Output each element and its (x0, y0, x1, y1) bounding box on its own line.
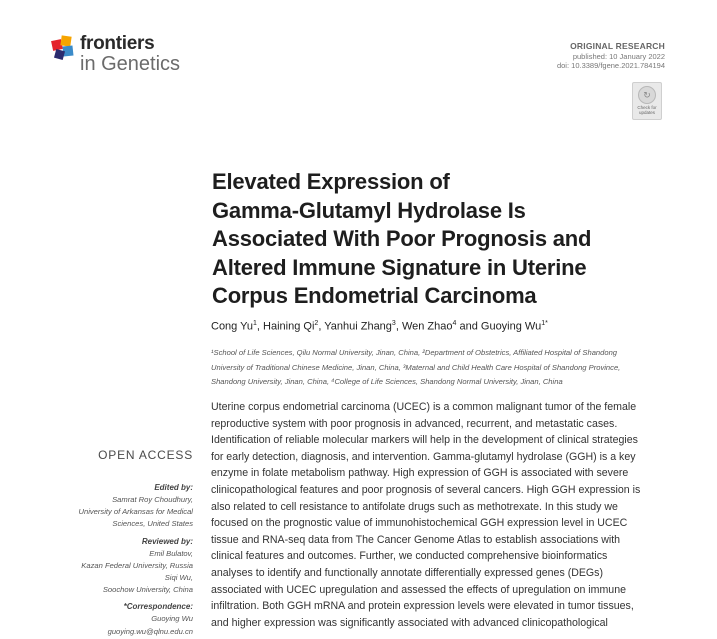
abstract-line: associated with UCEC upregulation and assessed the effects of upregulation on immune (211, 583, 626, 596)
abstract-line: Identification of reliable molecular markers will help in the development of clinical strategies (211, 434, 638, 447)
editor-line: University of Arkansas for Medical (78, 507, 193, 517)
abstract-line: Uterine corpus endometrial carcinoma (UCEC) is a common malignant tumor of the female (211, 401, 637, 413)
edited-by-label: Edited by: (154, 483, 193, 492)
author-name[interactable]: Cong Yu (211, 320, 254, 333)
check-updates-label: Check for updates (637, 105, 657, 115)
author-name[interactable]: Yanhui Zhang (324, 320, 392, 333)
reviewer-line: Emil Bulatov, (149, 548, 193, 558)
title-line: Associated With Poor Prognosis and (212, 226, 592, 251)
abstract-line: clinicopathological features and poor prognosis of several cancers. High GGH expression is (211, 483, 641, 496)
author-affiliation-mark: 4 (452, 320, 457, 327)
check-for-updates-button[interactable] (632, 82, 662, 120)
abstract-line: tissue and RNA-seq data from The Cancer Genome Atlas to establish associations with (211, 533, 621, 546)
abstract-line: for early detection, diagnosis, and intervention. Gamma-glutamyl hydrolase (GGH) is a key (211, 450, 636, 463)
abstract-line: also related to cell resistance to antifolate drugs such as methotrexate. In this study we (211, 500, 618, 513)
article-sidebar (78, 448, 193, 638)
check-updates-icon: ↻ (638, 86, 656, 104)
correspondence-block (78, 613, 193, 637)
title-line: Elevated Expression of (212, 169, 450, 194)
abstract-line: reproductive system with poor prognosis in advanced, recurrent, and metastatic cases. (211, 417, 618, 430)
author-affiliation-mark: 1* (541, 320, 548, 327)
abstract-line: analyses to identify and functionally annotate differentially expressed genes (DEGs) (211, 566, 603, 579)
frontiers-logo-icon (52, 36, 76, 60)
affiliation-line: ¹School of Life Sciences, Qilu Normal University, Jinan, China, ²Department of Obstetrics, Affiliated Hospital of Shandong (211, 348, 618, 357)
author-name[interactable]: Haining Qi (263, 320, 315, 333)
correspondence-label: *Correspondence: (123, 602, 193, 612)
abstract-line: clinical features and outcomes. Further, we conducted comprehensive bioinformatics (211, 550, 608, 563)
title-line: Gamma-Glutamyl Hydrolase Is (212, 197, 526, 223)
article-type: ORIGINAL RESEARCH (570, 41, 665, 51)
journal-name: in Genetics (80, 53, 181, 75)
journal-logo[interactable] (52, 34, 180, 74)
author-affiliation-mark: 3 (391, 320, 396, 327)
title-line: Altered Immune Signature in Uterine (212, 254, 587, 280)
author-separator: , (256, 320, 264, 333)
reviewer-line: Siqi Wu, (164, 573, 193, 583)
author-affiliation-mark: 2 (314, 320, 319, 327)
logo-text (80, 34, 180, 74)
reviewer-line: Kazan Federal University, Russia (81, 560, 193, 570)
reviewer-line: Soochow University, China (102, 585, 193, 595)
correspondence-line: guoying.wu@qlnu.edu.cn (107, 626, 193, 636)
editor-line: Samrat Roy Choudhury, (112, 495, 193, 504)
abstract-line: enzyme in folate metabolism pathway. High expression of GGH is associated with severe (211, 467, 629, 480)
abstract (211, 399, 685, 631)
title-line: Corpus Endometrial Carcinoma (212, 283, 537, 308)
author-list (211, 320, 548, 333)
affiliation-line: University of Traditional Chinese Medicine, Jinan, China, ³Maternal and Child Health Care Hospital of Shandong Province, (211, 362, 621, 372)
author-separator: , (395, 320, 402, 333)
article-title (212, 168, 682, 311)
abstract-line: and higher expression was significantly associated with advanced clinicopathological (211, 616, 608, 629)
author-separator: and (456, 320, 481, 333)
author-name[interactable]: Wen Zhao (401, 320, 453, 333)
affiliation-line: Shandong University, Jinan, China, ⁴College of Life Sciences, Shandong Normal University, Jinan, China (211, 377, 563, 386)
brand-name: frontiers (80, 33, 155, 54)
doi-link[interactable]: doi: 10.3389/fgene.2021.784194 (556, 61, 665, 70)
abstract-line: focused on the prognostic value of immunohistochemical GGH expression level in UCEC (211, 517, 628, 530)
published-date: published: 10 January 2022 (572, 51, 665, 61)
reviewed-by-label: Reviewed by: (141, 536, 193, 546)
article-meta (557, 41, 665, 70)
editor-block (78, 494, 193, 531)
reviewer-block (78, 548, 193, 597)
author-name[interactable]: Guoying Wu (480, 320, 542, 333)
correspondence-line: Guoying Wu (151, 614, 193, 624)
abstract-line: infiltration. Both GGH mRNA and protein expression levels were elevated in tumor tissues, (211, 600, 634, 613)
author-affiliation-mark: 1 (253, 320, 257, 327)
author-separator: , (318, 320, 325, 333)
affiliations (211, 346, 691, 390)
editor-line: Sciences, United States (112, 519, 193, 529)
open-access-label: OPEN ACCESS (98, 448, 193, 462)
